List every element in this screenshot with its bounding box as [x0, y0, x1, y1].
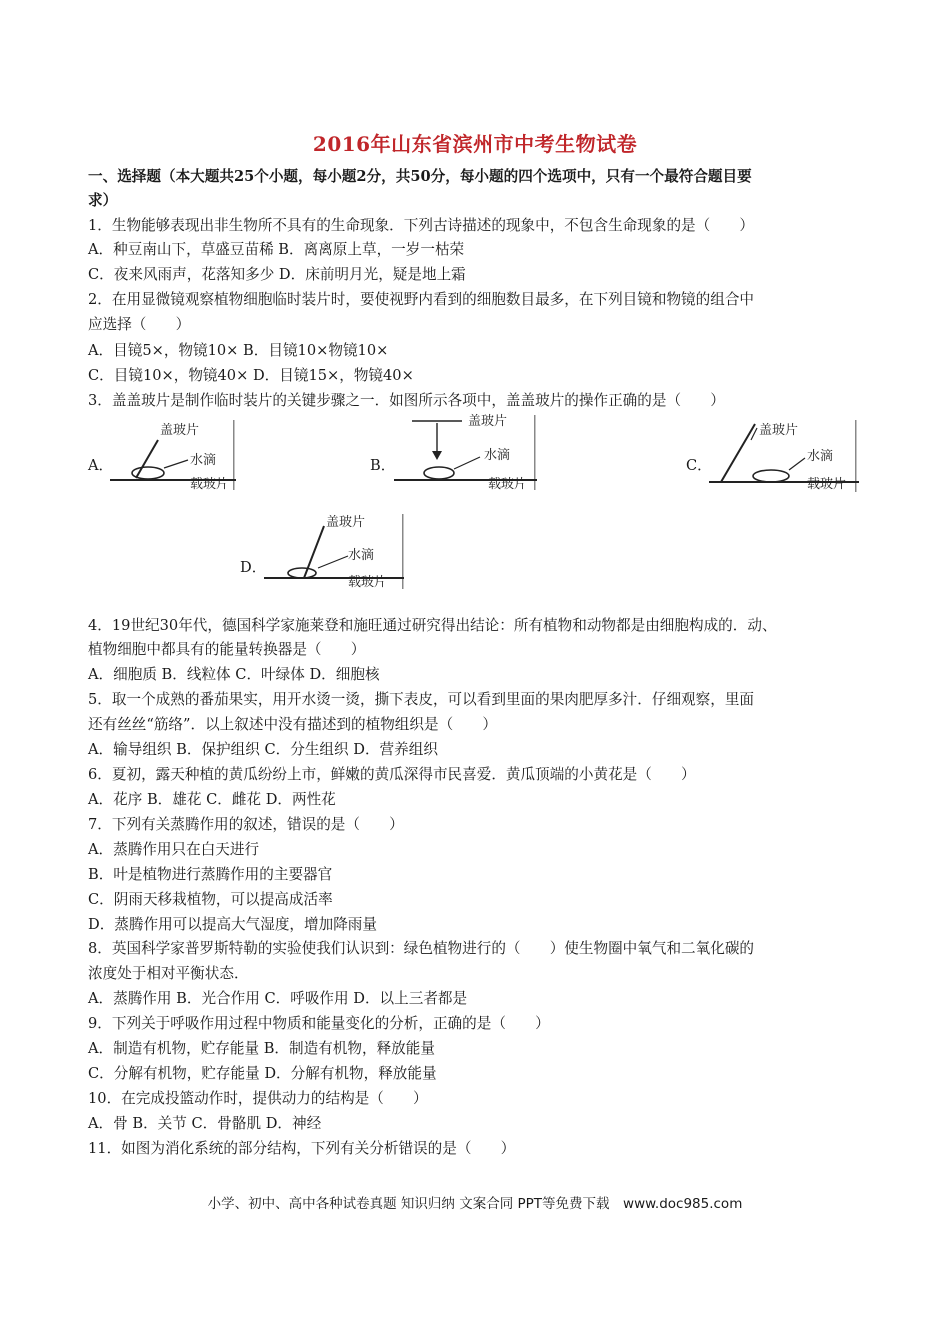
- figure-d-cover-label: 盖玻片: [326, 515, 366, 530]
- figure-b-drop-label: 水滴: [484, 448, 511, 463]
- figure-c-label: C．: [686, 457, 712, 474]
- question-11-stem: 11．如图为消化系统的部分结构，下列有关分析错误的是（ ）: [88, 1140, 516, 1157]
- question-2-stem: 2．在用显微镜观察植物细胞临时装片时，要使视野内看到的细胞数目最多，在下列目镜和物镜的组合中: [88, 291, 755, 308]
- question-7-option-b: B．叶是植物进行蒸腾作用的主要器官: [88, 866, 333, 883]
- question-1-option-cd: C．夜来风雨声，花落知多少 D．床前明月光，疑是地上霜: [88, 266, 466, 283]
- question-2-stem-cont: 应选择（ ）: [88, 316, 191, 333]
- question-3-stem: 3．盖盖玻片是制作临时装片的关键步骤之一．如图所示各项中，盖盖玻片的操作正确的是（ ）: [88, 392, 725, 409]
- question-7-stem: 7．下列有关蒸腾作用的叙述，错误的是（ ）: [88, 816, 404, 833]
- question-9-option-cd: C．分解有机物，贮存能量 D．分解有机物，释放能量: [88, 1065, 437, 1082]
- question-7-option-a: A．蒸腾作用只在白天进行: [88, 841, 260, 858]
- question-4-options: A．细胞质 B．线粒体 C．叶绿体 D．细胞核: [88, 666, 380, 683]
- question-5-stem-cont: 还有丝丝“筋络”．以上叙述中没有描述到的植物组织是（ ）: [88, 716, 497, 733]
- question-1-stem: 1．生物能够表现出非生物所不具有的生命现象．下列古诗描述的现象中，不包含生命现象的是（ ）: [88, 217, 755, 234]
- figure-d-coverslip-diagram: [262, 512, 412, 592]
- figure-a-label: A．: [88, 457, 114, 474]
- figure-a-coverslip-diagram: [108, 418, 243, 493]
- page-footer: 小学、初中、高中各种试卷真题 知识归纳 文案合同 PPT等免费下载 www.doc985.com: [207, 1196, 743, 1212]
- question-9-stem: 9．下列关于呼吸作用过程中物质和能量变化的分析，正确的是（ ）: [88, 1015, 550, 1032]
- question-7-option-c: C．阴雨天移栽植物，可以提高成活率: [88, 891, 333, 908]
- figure-d-label: D．: [240, 559, 267, 576]
- figure-c-coverslip-diagram: [707, 418, 862, 493]
- question-2-option-cd: C．目镜10×，物镜40× D．目镜15×，物镜40×: [88, 367, 414, 384]
- page-title: 2016年山东省滨州市中考生物试卷: [312, 132, 638, 156]
- figure-b-coverslip-diagram: [392, 413, 542, 493]
- question-8-stem-cont: 浓度处于相对平衡状态．: [88, 965, 249, 982]
- question-10-options: A．骨 B．关节 C．骨骼肌 D．神经: [88, 1115, 322, 1132]
- figure-c-slide-label: 载玻片: [807, 477, 847, 492]
- figure-a-drop-label: 水滴: [190, 453, 217, 468]
- section-heading-cont: 求）: [88, 192, 118, 209]
- figure-d-slide-label: 载玻片: [348, 575, 388, 590]
- figure-a-cover-label: 盖玻片: [160, 423, 200, 438]
- question-6-options: A．花序 B．雄花 C．雌花 D．两性花: [88, 791, 336, 808]
- question-8-options: A．蒸腾作用 B．光合作用 C．呼吸作用 D．以上三者都是: [88, 990, 468, 1007]
- question-9-option-ab: A．制造有机物，贮存能量 B．制造有机物，释放能量: [88, 1040, 435, 1057]
- figure-d-drop-label: 水滴: [348, 548, 375, 563]
- question-10-stem: 10．在完成投篮动作时，提供动力的结构是（ ）: [88, 1090, 428, 1107]
- section-heading: 一、选择题（本大题共25个小题，每小题2分，共50分，每小题的四个选项中，只有一个最符合题目要: [88, 168, 752, 185]
- question-8-stem: 8．英国科学家普罗斯特勒的实验使我们认识到：绿色植物进行的（ ）使生物圈中氧气和二氧化碳的: [88, 940, 755, 957]
- question-7-option-d: D．蒸腾作用可以提高大气湿度，增加降雨量: [88, 916, 377, 933]
- figure-b-cover-label: 盖玻片: [468, 414, 508, 429]
- figure-a-slide-label: 载玻片: [190, 477, 230, 492]
- question-4-stem-cont: 植物细胞中都具有的能量转换器是（ ）: [88, 641, 366, 658]
- question-5-stem: 5．取一个成熟的番茄果实，用开水烫一烫，撕下表皮，可以看到里面的果肉肥厚多汁．仔细观察，里面: [88, 691, 755, 708]
- question-1-option-ab: A．种豆南山下，草盛豆苗稀 B．离离原上草，一岁一枯荣: [88, 241, 465, 258]
- question-4-stem: 4．19世纪30年代，德国科学家施莱登和施旺通过研究得出结论：所有植物和动物都是由细胞构成的．动、: [88, 617, 777, 634]
- figure-b-label: B．: [370, 457, 396, 474]
- question-2-option-ab: A．目镜5×，物镜10× B．目镜10×物镜10×: [88, 342, 389, 359]
- question-5-options: A．输导组织 B．保护组织 C．分生组织 D．营养组织: [88, 741, 438, 758]
- question-6-stem: 6．夏初，露天种植的黄瓜纷纷上市，鲜嫩的黄瓜深得市民喜爱．黄瓜顶端的小黄花是（ ）: [88, 766, 696, 783]
- figure-b-slide-label: 载玻片: [488, 477, 528, 492]
- figure-c-cover-label: 盖玻片: [759, 423, 799, 438]
- figure-c-drop-label: 水滴: [807, 449, 834, 464]
